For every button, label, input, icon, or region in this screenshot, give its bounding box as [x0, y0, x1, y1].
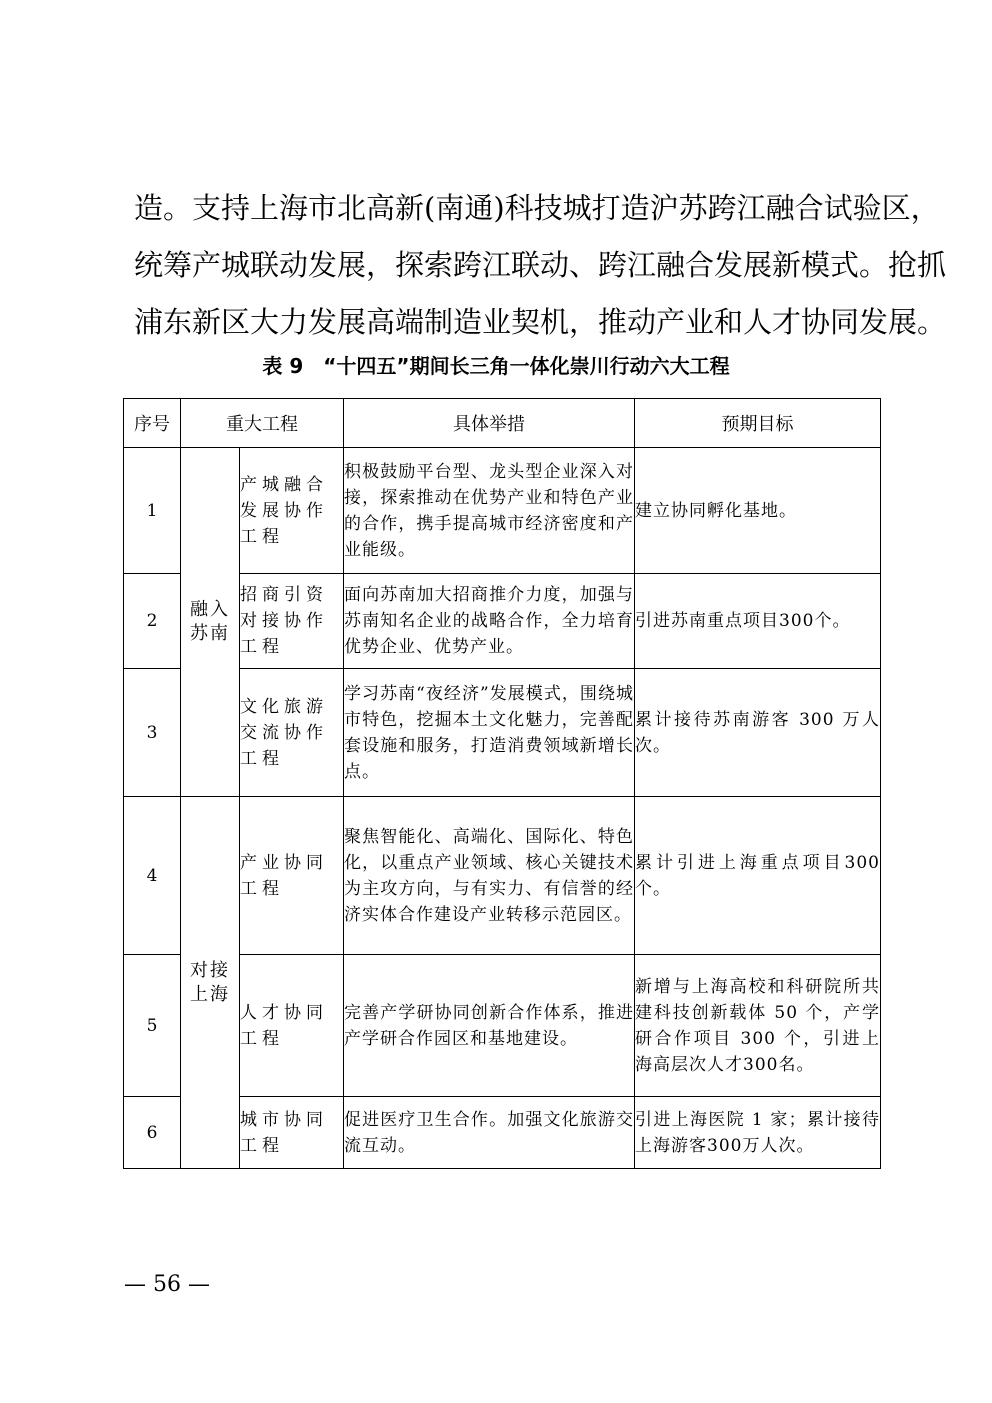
paragraph-line: 统筹产城联动发展，探索跨江联动、跨江融合发展新模式。抢抓: [134, 248, 947, 282]
page-number: — 56 —: [124, 1272, 210, 1297]
header-index: 序号: [124, 399, 181, 448]
row-measures: 学习苏南“夜经济”发展模式，围绕城市特色，挖掘本土文化魅力，完善配套设施和服务，打造消费领域新增长点。: [344, 669, 635, 797]
row-index: 4: [124, 797, 181, 955]
row-measures: 完善产学研协同创新合作体系，推进产学研合作园区和基地建设。: [344, 955, 635, 1097]
row-project: 招商引资对接协作工程: [240, 574, 344, 669]
group-label: 融入苏南: [190, 599, 230, 644]
row-project: 产城融合发展协作工程: [240, 448, 344, 574]
group-label: 对接上海: [190, 959, 230, 1005]
row-goals: 引进上海医院 1 家；累计接待上海游客300万人次。: [635, 1097, 881, 1169]
group-cell: [181, 448, 240, 797]
row-project: 产业协同工程: [240, 797, 344, 955]
row-project: 文化旅游交流协作工程: [240, 669, 344, 797]
table-row: [124, 797, 881, 955]
body-paragraph: [134, 180, 947, 351]
row-index: 3: [124, 669, 181, 797]
row-goals: 新增与上海高校和科研院所共建科技创新载体 50 个，产学研合作项目 300 个，引进上海高层次人才300名。: [635, 955, 881, 1097]
table-row: [124, 448, 881, 574]
row-measures: 聚焦智能化、高端化、国际化、特色化，以重点产业领域、核心关键技术为主攻方向，与有实力、有信誉的经济实体合作建设产业转移示范园区。: [344, 797, 635, 955]
row-measures: 促进医疗卫生合作。加强文化旅游交流互动。: [344, 1097, 635, 1169]
paragraph-line: 造。支持上海市北高新(南通)科技城打造沪苏跨江融合试验区，: [134, 191, 940, 225]
row-goals: 引进苏南重点项目300个。: [635, 574, 881, 669]
row-project: 城市协同工程: [240, 1097, 344, 1169]
header-measures: 具体举措: [344, 399, 635, 448]
row-goals: 累计接待苏南游客 300 万人次。: [635, 669, 881, 797]
row-index: 5: [124, 955, 181, 1097]
row-project: 人才协同工程: [240, 955, 344, 1097]
row-index: 6: [124, 1097, 181, 1169]
row-goals: 建立协同孵化基地。: [635, 448, 881, 574]
projects-table: [123, 398, 881, 1169]
paragraph-line: 浦东新区大力发展高端制造业契机，推动产业和人才协同发展。: [134, 305, 947, 339]
row-measures: 面向苏南加大招商推介力度，加强与苏南知名企业的战略合作，全力培育优势企业、优势产业。: [344, 574, 635, 669]
table-header-row: [124, 399, 881, 448]
row-goals: 累计引进上海重点项目300个。: [635, 797, 881, 955]
group-cell: [181, 797, 240, 1169]
row-measures: 积极鼓励平台型、龙头型企业深入对接，探索推动在优势产业和特色产业的合作，携手提高城市经济密度和产业能级。: [344, 448, 635, 574]
table-caption: 表 9 “十四五”期间长三角一体化崇川行动六大工程: [262, 354, 730, 378]
row-index: 1: [124, 448, 181, 574]
row-index: 2: [124, 574, 181, 669]
header-goals: 预期目标: [635, 399, 881, 448]
header-project: 重大工程: [181, 399, 344, 448]
